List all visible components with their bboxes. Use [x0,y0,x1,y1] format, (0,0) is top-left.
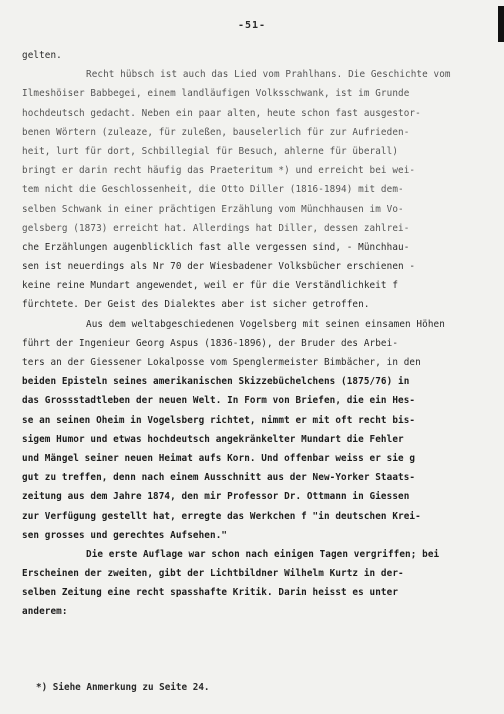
text-line: fürchtete. Der Geist des Dialektes aber ist sicher getroffen. [22,299,370,311]
text-line: benen Wörtern (zuleaze, für zuleßen, bauselerlich für zur Aufrieden- [22,126,410,138]
text-line: Recht hübsch ist auch das Lied vom Prahlhans. Die Geschichte vom [86,69,451,81]
text-line: gelsberg (1873) erreicht hat. Allerdings hat Diller, dessen zahlrei- [22,222,410,234]
text-line: zur Verfügung gestellt hat, erregte das Werkchen f "in deutschen Krei- [22,510,421,522]
text-line: se an seinen Oheim in Vogelsberg richtet, nimmt er mit oft recht bis- [22,414,416,426]
text-line: sen grosses und gerechtes Aufsehen." [22,529,228,541]
page-number: -51- [237,20,267,31]
text-line: sen ist neuerdings als Nr 70 der Wiesbadener Volksbücher erschienen - [22,261,416,273]
text-line: che Erzählungen augenblicklich fast alle vergessen sind, - Münchhau- [22,241,410,253]
text-line: selben Schwank in einer prächtigen Erzählung vom Münchhausen im Vo- [22,203,404,215]
text-line: Ilmeshöiser Babbegei, einem landläufigen Volksschwank, ist im Grunde [22,88,410,100]
text-line: gelten. [22,50,62,61]
text-line: bringt er darin recht häufig das Praeteritum *) und erreicht bei wei- [22,165,416,177]
text-line: beiden Episteln seines amerikanischen Skizzebüchelchens (1875/76) in [22,376,410,388]
text-line: und Mängel seiner neuen Heimat aufs Korn. Und offenbar weiss er sie g [22,452,416,464]
text-line: tem nicht die Geschlossenheit, die Otto Diller (1816-1894) mit dem- [22,184,404,196]
text-line: sigem Humor und etwas hochdeutsch angekränkelter Mundart die Fehler [22,433,404,445]
text-line: anderem: [22,606,68,618]
text-line: das Grossstadtleben der neuen Welt. In Form von Briefen, die ein Hes- [22,395,416,407]
text-line: Die erste Auflage war schon nach einigen Tagen vergriffen; bei [86,548,440,560]
text-line: Erscheinen der zweiten, gibt der Lichtbildner Wilhelm Kurtz in der- [22,568,404,580]
text-line: führt der Ingenieur Georg Aspus (1836-1896), der Bruder des Arbei- [22,337,399,349]
text-line: gut zu treffen, denn nach einem Ausschnitt aus der New-Yorker Staats- [22,472,416,484]
text-line: hochdeutsch gedacht. Neben ein paar alten, heute schon fast ausgestor- [22,107,421,119]
text-line: keine reine Mundart angewendet, weil er für die Verständlichkeit f [22,280,399,292]
body-text [22,46,484,622]
footnote: *) Siehe Anmerkung zu Seite 24. [36,682,210,693]
text-line: heit, lurt für dort, Schbillegial für Besuch, ahlerne für überall) [22,145,399,157]
text-line: ters an der Giessener Lokalposse vom Spenglermeister Bimbächer, in den [22,357,421,368]
text-line: selben Zeitung eine recht spasshafte Kritik. Darin heisst es unter [22,587,399,599]
text-line: zeitung aus dem Jahre 1874, den mir Professor Dr. Ottmann in Giessen [22,491,410,503]
text-line: Aus dem weltabgeschiedenen Vogelsberg mit seinen einsamen Höhen [86,318,445,330]
